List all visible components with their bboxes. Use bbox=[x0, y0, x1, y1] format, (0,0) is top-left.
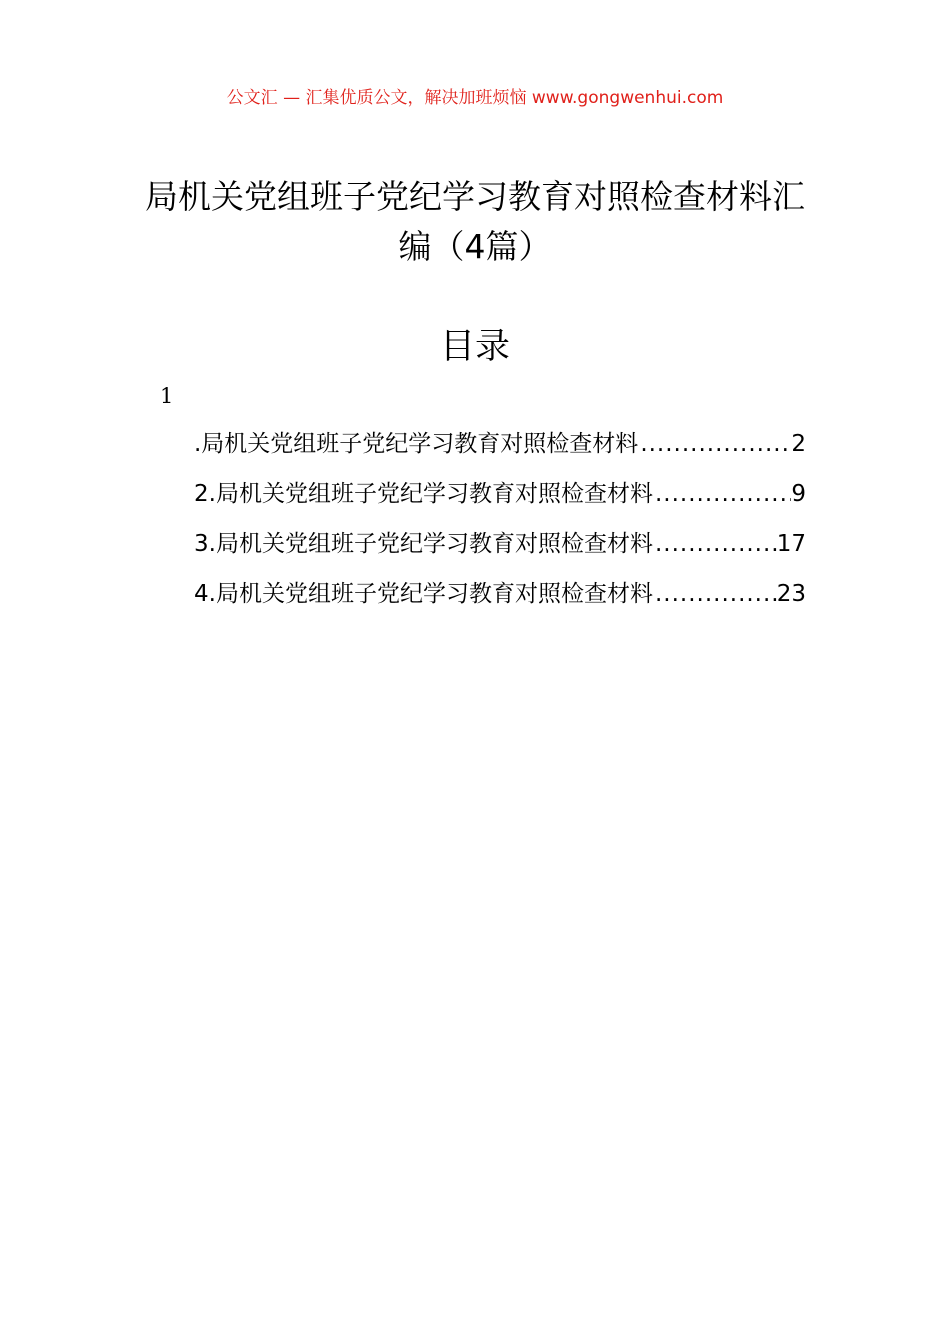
toc-leader-dots bbox=[653, 572, 777, 616]
toc-item-page: 23 bbox=[776, 581, 806, 607]
toc-item-3[interactable] bbox=[194, 522, 806, 572]
header-banner[interactable]: 公文汇 — 汇集优质公文，解决加班烦恼 www.gongwenhui.com bbox=[226, 88, 724, 108]
document-title: 局机关党组班子党纪学习教育对照检查材料汇编（4篇） bbox=[145, 177, 805, 266]
table-of-contents bbox=[194, 422, 806, 622]
toc-item-title: .局机关党组班子党纪学习教育对照检查材料 bbox=[194, 431, 639, 457]
toc-item-page: 9 bbox=[791, 481, 806, 507]
toc-leader-dots bbox=[653, 472, 791, 516]
toc-item-2[interactable] bbox=[194, 472, 806, 522]
toc-list-marker: 1 bbox=[160, 384, 174, 408]
toc-item-4[interactable] bbox=[194, 572, 806, 622]
toc-leader-dots bbox=[653, 522, 777, 566]
toc-item-title: 3.局机关党组班子党纪学习教育对照检查材料 bbox=[194, 531, 653, 557]
toc-item-page: 17 bbox=[776, 531, 806, 557]
toc-item-title: 2.局机关党组班子党纪学习教育对照检查材料 bbox=[194, 481, 653, 507]
toc-item-1[interactable] bbox=[194, 422, 806, 472]
toc-leader-dots bbox=[638, 422, 791, 466]
toc-item-title: 4.局机关党组班子党纪学习教育对照检查材料 bbox=[194, 581, 653, 607]
toc-item-page: 2 bbox=[791, 431, 806, 457]
toc-heading: 目录 bbox=[439, 327, 510, 367]
